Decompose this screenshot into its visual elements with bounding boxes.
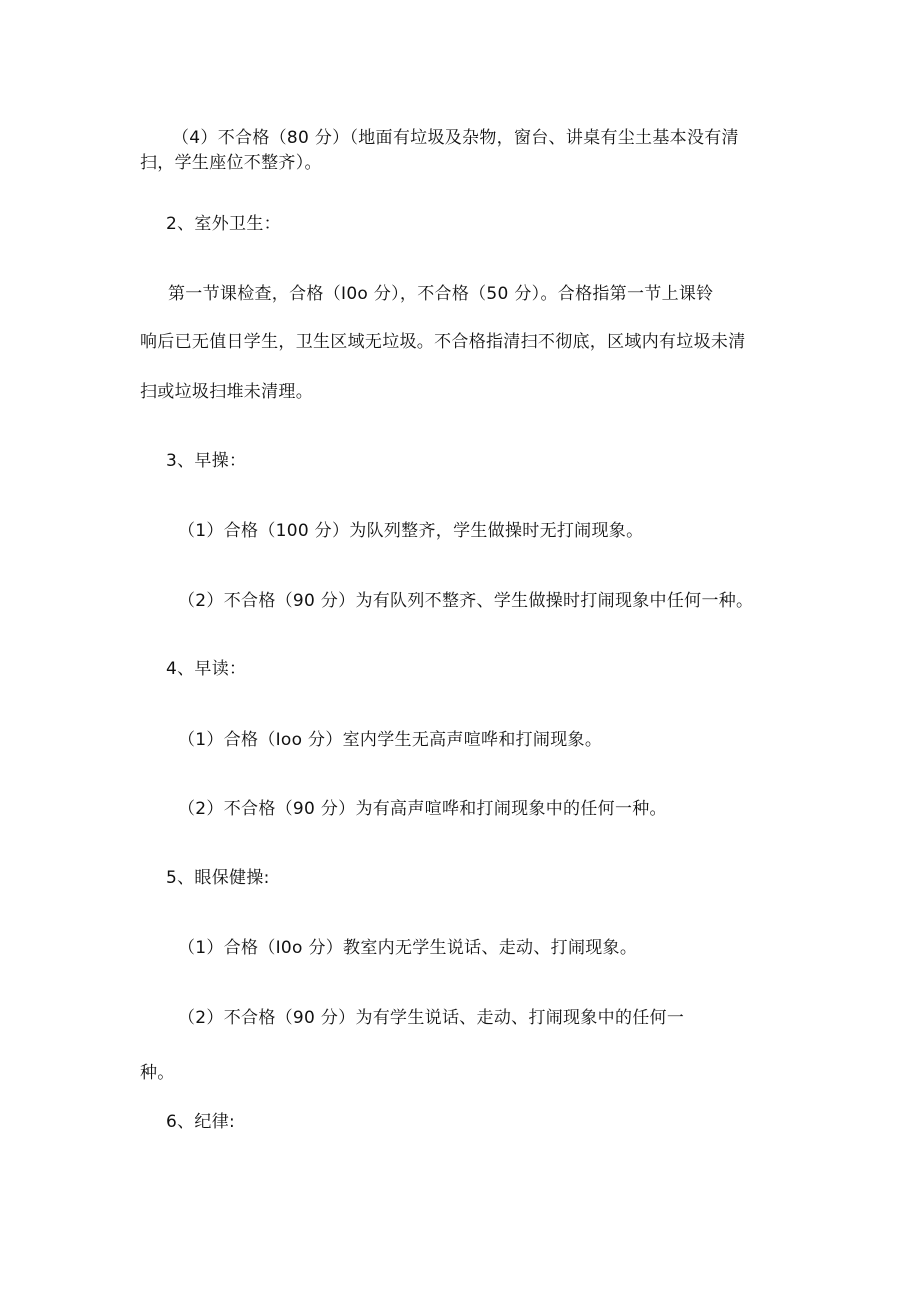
text-line: （1）合格（I0o 分）教室内无学生说话、走动、打闹现象。: [178, 938, 638, 958]
text-line: （2）不合格（90 分）为有学生说话、走动、打闹现象中的任何一: [178, 1008, 685, 1028]
text-line: （4）不合格（80 分）（地面有垃圾及杂物，窗台、讲桌有尘土基本没有清: [172, 128, 739, 148]
text-line: （2）不合格（90 分）为有高声喧哗和打闹现象中的任何一种。: [178, 799, 667, 819]
section-heading: 2、室外卫生：: [166, 214, 281, 234]
section-heading: 6、纪律:: [166, 1112, 236, 1132]
section-heading: 3、早操：: [166, 451, 247, 471]
text-line: 响后已无值日学生，卫生区域无垃圾。不合格指清扫不彻底，区域内有垃圾未清: [140, 332, 746, 352]
section-heading: 4、早读：: [166, 659, 247, 679]
text-line: （2）不合格（90 分）为有队列不整齐、学生做操时打闹现象中任何一种。: [178, 591, 754, 611]
text-line: 种。: [140, 1063, 175, 1083]
text-line: 扫或垃圾扫堆未清理。: [140, 382, 313, 402]
text-line: 第一节课检查，合格（I0o 分），不合格（50 分）。合格指第一节上课铃: [168, 284, 714, 304]
section-heading: 5、眼保健操:: [166, 868, 270, 888]
text-line: 扫，学生座位不整齐）。: [140, 153, 322, 173]
text-line: （1）合格（100 分）为队列整齐，学生做操时无打闹现象。: [178, 521, 644, 541]
text-line: （1）合格（Ioo 分）室内学生无高声喧哗和打闹现象。: [178, 730, 603, 750]
